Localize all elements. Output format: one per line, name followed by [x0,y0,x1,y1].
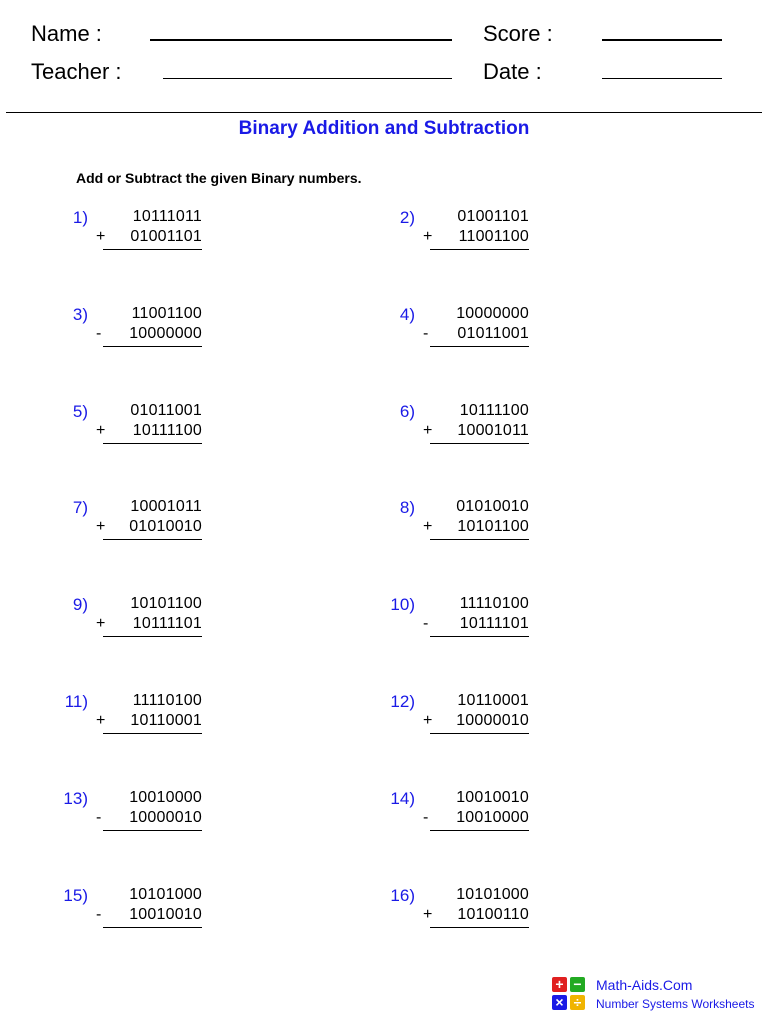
second-operand-row [92,809,202,827]
answer-line[interactable] [430,927,529,928]
second-operand-row [92,518,202,536]
answer-line[interactable] [430,346,529,347]
second-operand: 10101100 [457,518,529,535]
second-operand: 10010010 [129,906,202,923]
first-operand: 10001011 [130,498,202,515]
name-label: Name : [31,21,102,46]
problem-number: 5) [72,402,88,421]
second-operand: 10000000 [129,325,202,342]
problem-number: 7) [72,498,88,517]
problem-number: 8) [399,498,415,517]
answer-line[interactable] [103,927,202,928]
problem-9 [60,595,202,655]
problem-1 [60,208,202,268]
first-operand: 01010010 [456,498,529,515]
answer-line[interactable] [103,733,202,734]
answer-line[interactable] [430,636,529,637]
first-operand: 01011001 [130,402,202,419]
second-operand-row [92,906,202,924]
date-label: Date : [483,59,542,84]
operator-sign: - [96,809,102,826]
score-label: Score : [483,21,553,46]
second-operand-row [419,615,529,633]
problem-11 [60,692,202,752]
operator-sign: + [423,518,433,535]
answer-line[interactable] [103,636,202,637]
second-operand: 10000010 [129,809,202,826]
operator-sign: - [96,906,102,923]
operator-sign: + [96,615,106,632]
problem-10 [387,595,529,655]
answer-line[interactable] [103,346,202,347]
instructions: Add or Subtract the given Binary numbers. [76,170,362,186]
second-operand: 10010000 [456,809,529,826]
problem-number: 6) [399,402,415,421]
problem-number: 15) [63,886,88,905]
second-operand-row [92,422,202,440]
problem-number: 1) [72,208,88,227]
header-divider [6,112,762,113]
second-operand-row [419,228,529,246]
problem-12 [387,692,529,752]
operator-sign: + [423,228,433,245]
operator-sign: + [423,712,433,729]
name-line[interactable] [150,39,452,41]
answer-line[interactable] [103,249,202,250]
second-operand-row [419,906,529,924]
first-operand: 11110100 [459,595,529,612]
second-operand-row [419,325,529,343]
problem-8 [387,498,529,558]
problem-number: 4) [399,305,415,324]
second-operand: 11001100 [458,228,529,245]
operator-sign: + [96,228,106,245]
second-operand-row [419,518,529,536]
problem-5 [60,402,202,462]
problem-15 [60,886,202,946]
divide-icon: ÷ [570,995,585,1010]
first-operand: 10111011 [132,208,202,225]
problem-number: 10) [390,595,415,614]
second-operand-row [419,809,529,827]
problem-number: 9) [72,595,88,614]
logo-subtitle: Number Systems Worksheets [596,997,755,1011]
teacher-line[interactable] [163,78,452,79]
second-operand-row [92,615,202,633]
first-operand: 10110001 [457,692,529,709]
answer-line[interactable] [103,539,202,540]
first-operand: 11110100 [132,692,202,709]
operator-sign: + [96,422,106,439]
problem-3 [60,305,202,365]
first-operand: 01001101 [457,208,529,225]
operator-sign: - [423,615,429,632]
problem-number: 16) [390,886,415,905]
answer-line[interactable] [103,443,202,444]
answer-line[interactable] [103,830,202,831]
operator-sign: - [423,325,429,342]
logo-icon-grid [552,977,586,1011]
first-operand: 10101100 [130,595,202,612]
answer-line[interactable] [430,539,529,540]
second-operand: 10111101 [132,615,202,632]
score-line[interactable] [602,39,722,41]
plus-icon: + [552,977,567,992]
second-operand: 01001101 [130,228,202,245]
operator-sign: - [423,809,429,826]
problem-number: 13) [63,789,88,808]
first-operand: 10111100 [459,402,529,419]
problem-14 [387,789,529,849]
teacher-label: Teacher : [31,59,122,84]
operator-sign: + [423,906,433,923]
times-icon: × [552,995,567,1010]
problem-7 [60,498,202,558]
worksheet-title: Binary Addition and Subtraction [238,118,530,139]
problem-number: 14) [390,789,415,808]
logo-site-name: Math-Aids.Com [596,977,693,993]
second-operand: 10111101 [459,615,529,632]
problem-2 [387,208,529,268]
first-operand: 10010010 [456,789,529,806]
second-operand: 10110001 [130,712,202,729]
operator-sign: + [96,712,106,729]
first-operand: 10010000 [129,789,202,806]
problem-number: 2) [399,208,415,227]
operator-sign: + [423,422,433,439]
second-operand-row [419,712,529,730]
problem-16 [387,886,529,946]
second-operand-row [92,712,202,730]
second-operand-row [419,422,529,440]
math-aids-logo [552,977,764,1017]
operator-sign: + [96,518,106,535]
first-operand: 10101000 [456,886,529,903]
second-operand-row [92,325,202,343]
second-operand: 10100110 [457,906,529,923]
problem-number: 11) [64,692,88,711]
second-operand: 10001011 [457,422,529,439]
answer-line[interactable] [430,830,529,831]
second-operand: 01010010 [129,518,202,535]
minus-icon: − [570,977,585,992]
problem-number: 3) [72,305,88,324]
first-operand: 10101000 [129,886,202,903]
answer-line[interactable] [430,733,529,734]
first-operand: 11001100 [131,305,202,322]
second-operand: 01011001 [457,325,529,342]
first-operand: 10000000 [456,305,529,322]
second-operand: 10111100 [132,422,202,439]
answer-line[interactable] [430,249,529,250]
date-line[interactable] [602,78,722,79]
problem-13 [60,789,202,849]
second-operand-row [92,228,202,246]
operator-sign: - [96,325,102,342]
answer-line[interactable] [430,443,529,444]
problem-number: 12) [390,692,415,711]
problem-6 [387,402,529,462]
second-operand: 10000010 [456,712,529,729]
problem-4 [387,305,529,365]
